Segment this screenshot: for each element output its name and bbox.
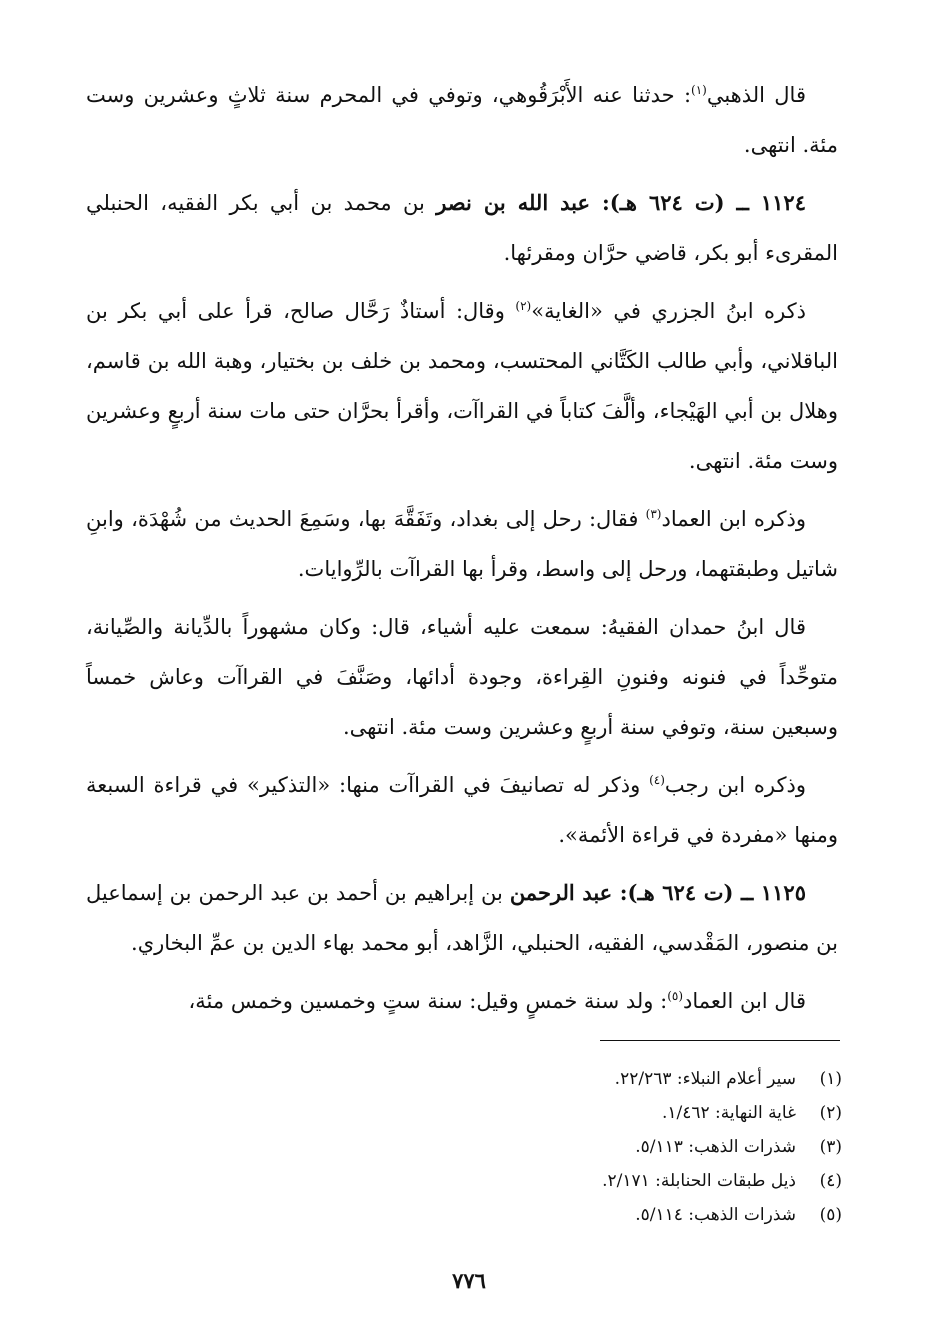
paragraph-text: ذكره ابنُ الجزري في «الغاية»	[531, 299, 807, 323]
paragraph	[86, 70, 838, 170]
footnote-ref: (٣)	[645, 507, 662, 521]
entry-heading: ١١٢٥ ــ (ت ٦٢٤ هـ): عبد الرحمن	[509, 880, 806, 905]
footnote	[602, 1096, 842, 1130]
footnote-ref: (٤)	[649, 773, 665, 787]
paragraph-text: بن إبراهيم بن أحمد بن عبد الرحمن بن إسماعيل بن منصور، المَقْدسي، الفقيه، الحنبلي، الزَّاهد، أبو محمد بهاء الدين بن عمِّ البخاري.	[86, 881, 838, 955]
page-number: ٧٧٦	[452, 1268, 486, 1293]
footnote	[602, 1198, 842, 1232]
footnote-number: (٥)	[819, 1205, 842, 1225]
paragraph-text: وذكره ابن العماد	[661, 507, 806, 531]
footnote-text: سير أعلام النبلاء: ٢٢/٢٦٣.	[614, 1069, 796, 1089]
paragraph-text: قال الذهبي	[706, 83, 806, 107]
footnote-number: (٣)	[819, 1137, 842, 1157]
footnote-ref: (٥)	[667, 989, 684, 1003]
paragraph	[86, 602, 838, 752]
paragraph-text: وذكره ابن رجب	[664, 773, 806, 797]
paragraph	[86, 976, 838, 1026]
footnote	[602, 1062, 842, 1096]
paragraph-text: وقال: أستاذٌ رَحَّال صالح، قرأ على أبي بكر بن الباقلاني، وأبي طالب الكَتَّاني المحتسب، ومحمد بن خلف بن بختيار، وهبة الله بن قاسم، وهلال بن أبي الهَيْجاء، وألَّفَ كتاباً في القراآت، وأقرأ بحرَّان حتى مات سنة أربعٍ وعشرين وست مئة. انتهى.	[86, 299, 838, 473]
footnote-text: شذرات الذهب: ٥/١١٣.	[635, 1137, 796, 1157]
entry-heading: ١١٢٤ ــ (ت ٦٢٤ هـ): عبد الله بن نصر	[436, 190, 806, 215]
paragraph-text: فقال: رحل إلى بغداد، وتَفَقَّهَ بها، وسَمِعَ الحديث من شُهْدَة، وابنِ شاتيل وطبقتهما، ورحل إلى واسط، وقرأ بها القراآت بالرِّوايات.	[86, 507, 838, 581]
paragraph-text: : ولد سنة خمسٍ وقيل: سنة ستٍ وخمسين وخمس مئة،	[188, 989, 668, 1013]
paragraph	[86, 494, 838, 594]
paragraph	[86, 868, 838, 968]
paragraph-text: قال ابنُ حمدان الفقيهُ: سمعت عليه أشياء، قال: وكان مشهوراً بالدِّيانة والصِّيانة، متوحِّداً في فنونه وفنونِ القِراءة، وجودة أدائها، وصَنَّفَ في القراآت وعاش خمساً وسبعين سنة، وتوفي سنة أربعٍ وعشرين وست مئة. انتهى.	[86, 615, 838, 739]
footnote-ref: (١)	[691, 83, 707, 97]
page-body	[86, 70, 838, 1034]
footnote-text: شذرات الذهب: ٥/١١٤.	[635, 1205, 796, 1225]
paragraph	[86, 286, 838, 486]
paragraph-text: بن محمد بن أبي بكر الفقيه، الحنبلي المقرىء أبو بكر، قاضي حرَّان ومقرئها.	[86, 191, 838, 265]
paragraph-text: قال ابن العماد	[683, 989, 806, 1013]
paragraph-text: : حدثنا عنه الأَبْرَقُوهي، وتوفي في المحرم سنة ثلاثٍ وعشرين وست مئة. انتهى.	[86, 83, 838, 157]
footnote	[602, 1130, 842, 1164]
footnote-text: ذيل طبقات الحنابلة: ٢/١٧١.	[602, 1171, 796, 1191]
paragraph	[86, 760, 838, 860]
footnote-number: (٢)	[819, 1103, 842, 1123]
footnotes	[602, 1062, 842, 1232]
paragraph-text: وذكر له تصانيفَ في القراآت منها: «التذكير» في قراءة السبعة ومنها «مفردة في قراءة الأئمة».	[86, 773, 838, 847]
footnote-ref: (٢)	[515, 299, 532, 313]
paragraph	[86, 178, 838, 278]
footnote-number: (٤)	[819, 1171, 842, 1191]
footnote	[602, 1164, 842, 1198]
footnote-text: غاية النهاية: ١/٤٦٢.	[661, 1103, 796, 1123]
footnote-separator	[600, 1040, 840, 1041]
footnote-number: (١)	[819, 1069, 842, 1089]
